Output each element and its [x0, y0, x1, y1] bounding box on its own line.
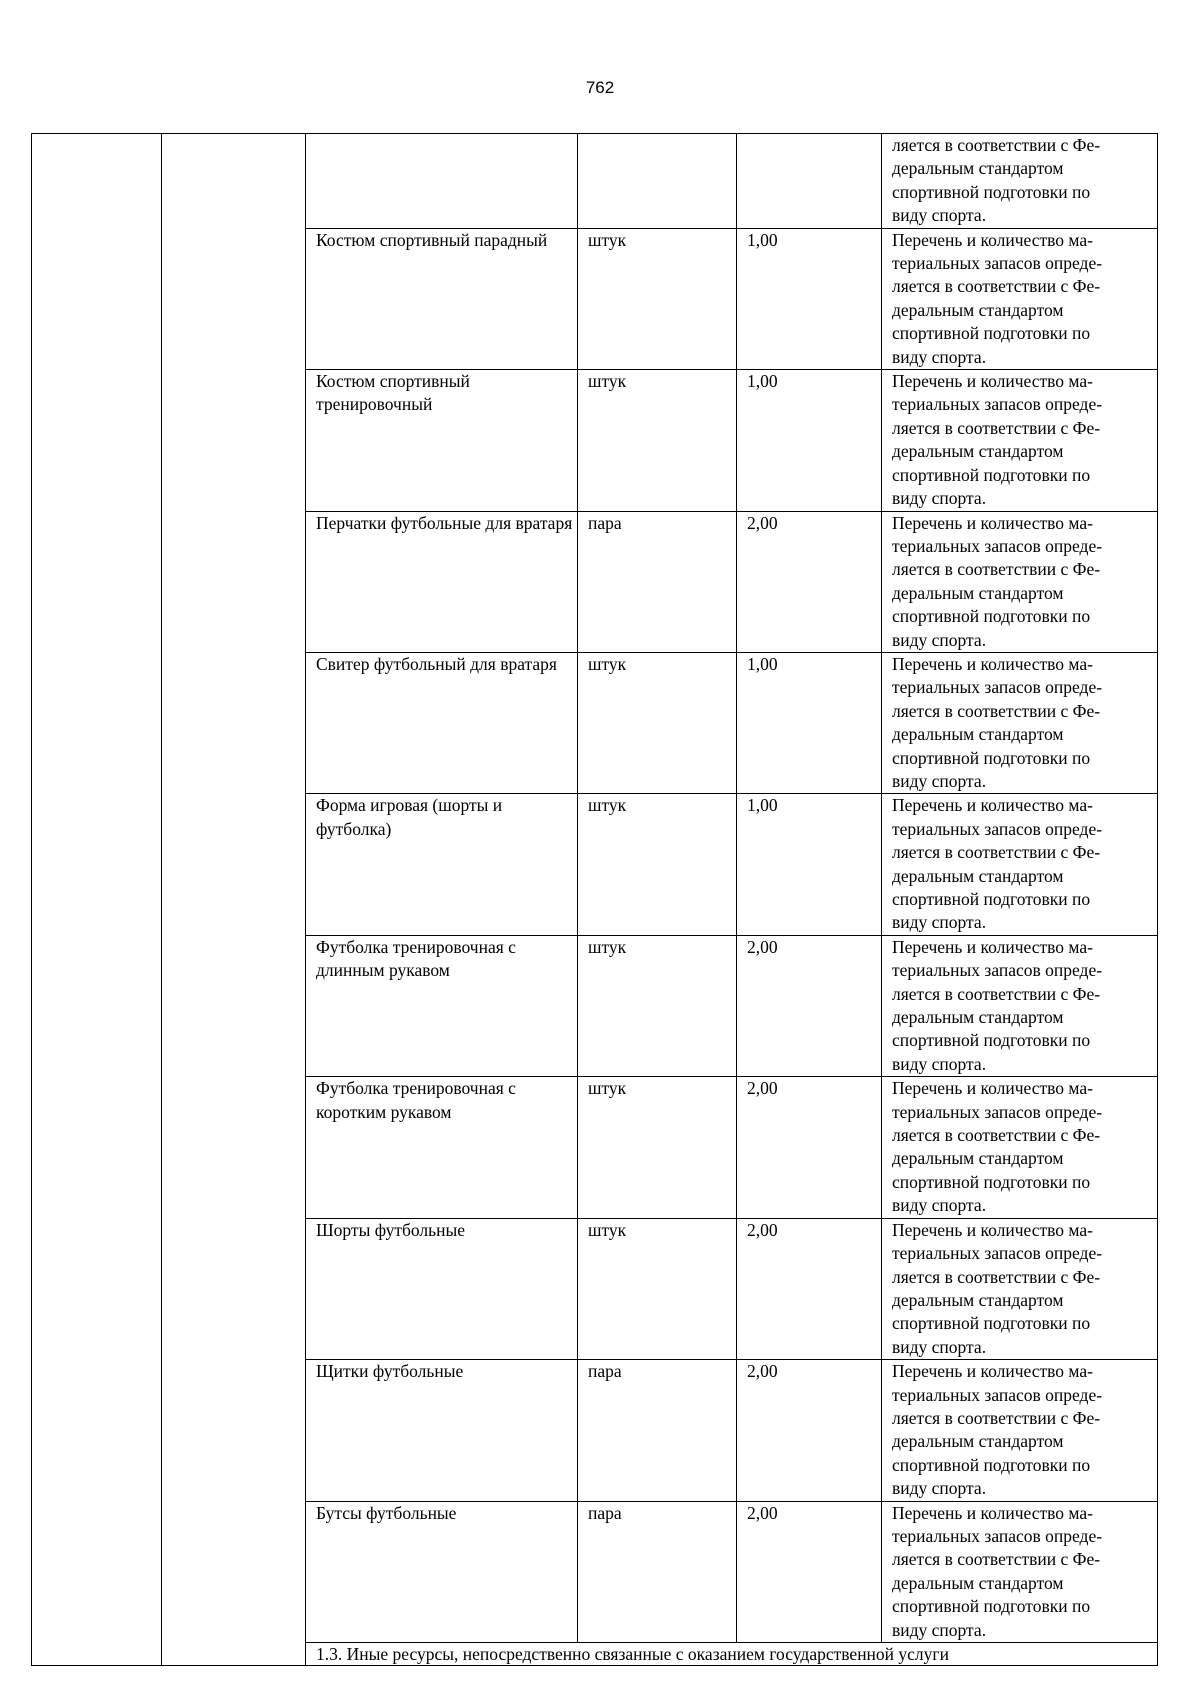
item-note-cell: Перечень и количество ма- териальных запасов опреде- ляется в соответствии с Фе- деральным стандартом спортивной подготовки по виду спорта.	[882, 511, 1158, 652]
item-qty-cell: 1,00	[737, 228, 882, 369]
item-name-cell: Форма игровая (шорты и футболка)	[306, 794, 578, 935]
item-note-cell: Перечень и количество ма- териальных запасов опреде- ляется в соответствии с Фе- деральным стандартом спортивной подготовки по виду спорта.	[882, 935, 1158, 1076]
item-unit-cell: штук	[578, 1218, 737, 1359]
item-note-cell: Перечень и количество ма- териальных запасов опреде- ляется в соответствии с Фе- деральным стандартом спортивной подготовки по виду спорта.	[882, 794, 1158, 935]
item-name-cell: Футболка тренировочная с коротким рукавом	[306, 1077, 578, 1218]
item-qty-cell: 2,00	[737, 511, 882, 652]
item-qty-cell: 2,00	[737, 1360, 882, 1501]
item-unit-cell: штук	[578, 370, 737, 511]
item-unit-cell: штук	[578, 794, 737, 935]
item-qty-cell: 1,00	[737, 652, 882, 793]
item-unit-cell: пара	[578, 1501, 737, 1642]
item-name-cell: Щитки футбольные	[306, 1360, 578, 1501]
merged-cell-col2	[162, 134, 306, 1666]
item-name-cell: Бутсы футбольные	[306, 1501, 578, 1642]
item-note-cell: Перечень и количество ма- териальных запасов опреде- ляется в соответствии с Фе- деральным стандартом спортивной подготовки по виду спорта.	[882, 1501, 1158, 1642]
item-name-cell	[306, 134, 578, 229]
item-unit-cell: штук	[578, 652, 737, 793]
item-note-cell: Перечень и количество ма- териальных запасов опреде- ляется в соответствии с Фе- деральным стандартом спортивной подготовки по виду спорта.	[882, 370, 1158, 511]
item-qty-cell	[737, 134, 882, 229]
item-unit-cell: штук	[578, 935, 737, 1076]
item-qty-cell: 1,00	[737, 794, 882, 935]
item-qty-cell: 2,00	[737, 1501, 882, 1642]
item-name-cell: Перчатки футбольные для вратаря	[306, 511, 578, 652]
resources-table	[31, 133, 1158, 1666]
item-note-cell: Перечень и количество ма- териальных запасов опреде- ляется в соответствии с Фе- деральным стандартом спортивной подготовки по виду спорта.	[882, 1218, 1158, 1359]
page-number: 762	[585, 78, 615, 97]
merged-cell-col1	[32, 134, 162, 1666]
item-qty-cell: 2,00	[737, 1218, 882, 1359]
item-name-cell: Костюм спортивный парадный	[306, 228, 578, 369]
item-note-cell: Перечень и количество ма- териальных запасов опреде- ляется в соответствии с Фе- деральным стандартом спортивной подготовки по виду спорта.	[882, 652, 1158, 793]
item-note-cell: Перечень и количество ма- териальных запасов опреде- ляется в соответствии с Фе- деральным стандартом спортивной подготовки по виду спорта.	[882, 228, 1158, 369]
item-note-cell: ляется в соответствии с Фе- деральным стандартом спортивной подготовки по виду спорта.	[882, 134, 1158, 229]
item-unit-cell: пара	[578, 1360, 737, 1501]
section-footer-cell: 1.3. Иные ресурсы, непосредственно связанные с оказанием государственной услуги	[306, 1643, 1158, 1666]
item-qty-cell: 2,00	[737, 935, 882, 1076]
item-name-cell: Шорты футбольные	[306, 1218, 578, 1359]
item-name-cell: Футболка тренировочная с длинным рукавом	[306, 935, 578, 1076]
item-unit-cell: штук	[578, 228, 737, 369]
item-unit-cell: пара	[578, 511, 737, 652]
item-qty-cell: 1,00	[737, 370, 882, 511]
item-unit-cell	[578, 134, 737, 229]
item-name-cell: Свитер футбольный для вратаря	[306, 652, 578, 793]
item-note-cell: Перечень и количество ма- териальных запасов опреде- ляется в соответствии с Фе- деральным стандартом спортивной подготовки по виду спорта.	[882, 1360, 1158, 1501]
table-row-continuation	[32, 134, 1158, 229]
item-name-cell: Костюм спортивный тренировочный	[306, 370, 578, 511]
item-note-cell: Перечень и количество ма- териальных запасов опреде- ляется в соответствии с Фе- деральным стандартом спортивной подготовки по виду спорта.	[882, 1077, 1158, 1218]
item-qty-cell: 2,00	[737, 1077, 882, 1218]
item-unit-cell: штук	[578, 1077, 737, 1218]
